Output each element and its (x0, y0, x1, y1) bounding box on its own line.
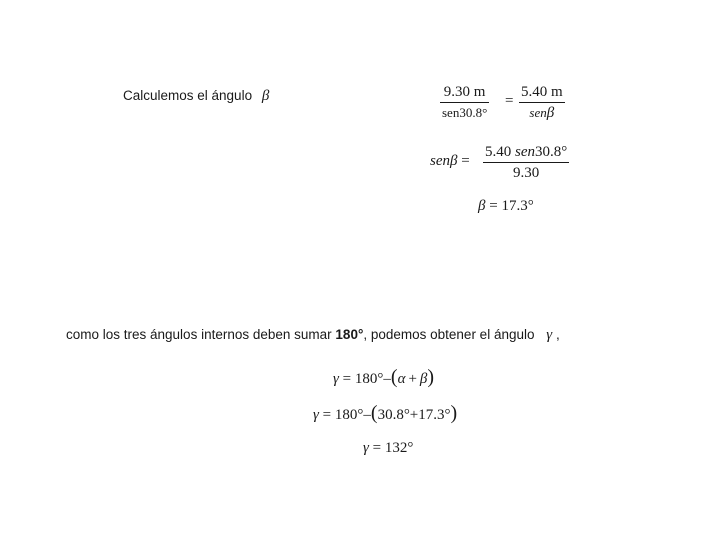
eq2-sen-func: sen (430, 153, 450, 169)
eq2-denominator: 9.30 (513, 165, 540, 181)
eq4-plus: + (408, 371, 417, 387)
eq1-left-denominator: sen30.8° (442, 105, 488, 120)
eq4-open-paren: ( (390, 366, 398, 388)
eq5-gamma-symbol: γ (313, 407, 319, 423)
eq1-left-numerator: 9.30 m (443, 84, 486, 100)
sum-sentence-post: , podemos obtener el ángulo (363, 327, 535, 342)
calc-angle-text: Calculemos el ángulo (123, 88, 253, 103)
calc-angle-label (123, 88, 269, 105)
eq2-beta-symbol: β (450, 153, 458, 169)
eq1-right-numerator: 5.40 m (521, 84, 563, 100)
eq2-lhs (430, 153, 470, 170)
eq3 (478, 198, 534, 215)
sum-sentence-value: 180° (335, 327, 364, 342)
sum-sentence (66, 327, 560, 344)
eq3-rhs: = 17.3° (489, 198, 534, 214)
eq4-close-paren: ) (427, 366, 435, 388)
beta-symbol: β (261, 88, 270, 104)
gamma-symbol: γ (546, 327, 553, 343)
eq6-gamma-symbol: γ (363, 440, 369, 456)
eq4-alpha-symbol: α (397, 371, 406, 387)
eq2-num-b: 30.8° (535, 144, 568, 160)
eq5 (313, 402, 457, 425)
eq1-right-denominator (519, 103, 565, 123)
eq1-sen-func: sen (529, 105, 547, 120)
eq1-right-fraction (519, 82, 565, 123)
eq5-open-paren: ( (370, 402, 378, 424)
eq4 (333, 366, 434, 389)
eq2-fraction (483, 142, 569, 183)
sum-sentence-pre: como los tres ángulos internos deben sumar (66, 327, 332, 342)
eq2-num-func: sen (515, 144, 535, 160)
eq2-equals: = (461, 153, 470, 169)
eq4-lhs: = 180°– (342, 371, 391, 387)
eq5-lhs: = 180°– (322, 407, 371, 423)
eq2-numerator (483, 142, 569, 162)
eq5-close-paren: ) (450, 402, 458, 424)
eq1-equals: = (505, 93, 514, 109)
sum-sentence-comma: , (555, 327, 560, 342)
eq1-beta-symbol: β (546, 105, 555, 121)
eq2-num-a: 5.40 (485, 144, 512, 160)
eq1-left-fraction (440, 82, 489, 123)
eq4-beta-symbol: β (419, 371, 428, 387)
eq6 (363, 440, 413, 457)
eq3-beta-symbol: β (478, 198, 486, 214)
eq5-inner: 30.8°+17.3° (377, 407, 451, 423)
eq6-rhs: = 132° (372, 440, 414, 456)
eq4-gamma-symbol: γ (333, 371, 339, 387)
